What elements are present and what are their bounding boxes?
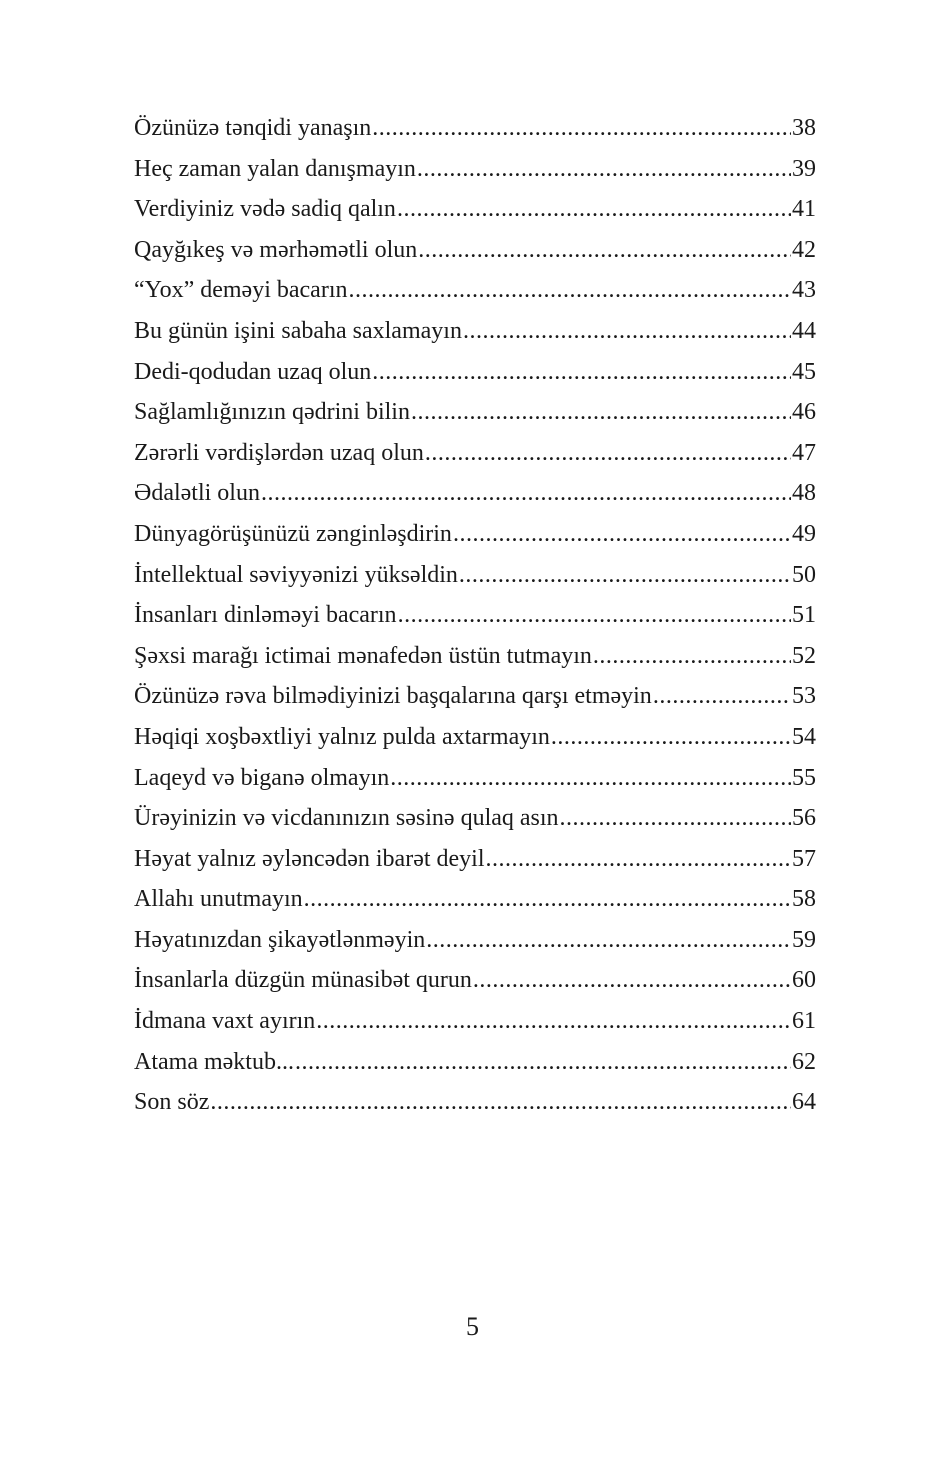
page-number: 5 bbox=[466, 1312, 479, 1341]
toc-entry[interactable] bbox=[134, 879, 816, 920]
toc-leader-dots bbox=[390, 758, 791, 799]
toc-entry-title: Həyatınızdan şikayətlənməyin bbox=[134, 926, 426, 953]
toc-entry[interactable] bbox=[134, 189, 816, 230]
toc-entry-page: 42 bbox=[792, 236, 816, 263]
toc-entry-title: Allahı unutmayın bbox=[134, 886, 303, 913]
toc-leader-dots bbox=[486, 839, 792, 880]
toc-leader-dots bbox=[459, 555, 791, 596]
toc-entry[interactable] bbox=[134, 839, 816, 880]
toc-entry-title: Özünüzə tənqidi yanaşın bbox=[134, 115, 372, 141]
toc-entry-title: İntellektual səviyyənizi yüksəldin bbox=[134, 561, 458, 588]
toc-entry[interactable] bbox=[134, 920, 816, 961]
toc-entry[interactable] bbox=[134, 758, 816, 799]
toc-entry-page: 46 bbox=[792, 399, 816, 426]
toc-leader-dots bbox=[551, 717, 791, 758]
toc-leader-dots bbox=[473, 960, 791, 1001]
toc-entry[interactable] bbox=[134, 473, 816, 514]
toc-entry-title: Bu günün işini sabaha saxlamayın bbox=[134, 317, 462, 344]
toc-entry-page: 52 bbox=[792, 642, 816, 669]
toc-entry-title: Verdiyiniz vədə sadiq qalın bbox=[134, 196, 396, 223]
toc-entry-page: 48 bbox=[792, 480, 816, 507]
toc-entry-title: Qayğıkeş və mərhəmətli olun bbox=[134, 236, 418, 263]
toc-entry[interactable] bbox=[134, 230, 816, 271]
toc-leader-dots bbox=[560, 798, 791, 839]
toc-entry-page: 50 bbox=[792, 561, 816, 588]
toc-entry-page: 47 bbox=[792, 439, 816, 466]
toc-entry-title: Laqeyd və biganə olmayın bbox=[134, 764, 390, 791]
toc-entry[interactable] bbox=[134, 595, 816, 636]
toc-entry[interactable] bbox=[134, 717, 816, 758]
toc-entry-title: Heç zaman yalan danışmayın bbox=[134, 155, 416, 182]
toc-entry-title: İnsanları dinləməyi bacarın bbox=[134, 602, 397, 629]
toc-entry-title: Atama məktub... bbox=[134, 1048, 294, 1075]
toc-entry-page: 51 bbox=[792, 602, 816, 629]
toc-leader-dots bbox=[304, 879, 791, 920]
toc-entry-title: Zərərli vərdişlərdən uzaq olun bbox=[134, 439, 424, 466]
toc-leader-dots bbox=[418, 230, 791, 271]
toc-entry[interactable] bbox=[134, 1001, 816, 1042]
toc-entry-title: Dedi-qodudan uzaq olun bbox=[134, 358, 372, 385]
toc-leader-dots bbox=[426, 920, 791, 961]
toc-entry[interactable] bbox=[134, 1042, 816, 1083]
toc-entry[interactable] bbox=[134, 555, 816, 596]
toc-entry-title: Dünyagörüşünüzü zənginləşdirin bbox=[134, 520, 452, 547]
toc-entry-page: 59 bbox=[792, 926, 816, 953]
toc-entry[interactable] bbox=[134, 270, 816, 311]
toc-entry-title: Həqiqi xoşbəxtliyi yalnız pulda axtarmayın bbox=[134, 723, 550, 750]
toc-entry[interactable] bbox=[134, 798, 816, 839]
toc-leader-dots bbox=[372, 352, 791, 393]
toc-entry-title: Son söz bbox=[134, 1089, 210, 1116]
toc-leader-dots bbox=[425, 433, 791, 474]
toc-entry-page: 45 bbox=[792, 358, 816, 385]
toc-entry-page: 41 bbox=[792, 196, 816, 223]
toc-entry-title: “Yox” deməyi bacarın bbox=[134, 277, 348, 304]
toc-entry-title: İnsanlarla düzgün münasibət qurun bbox=[134, 967, 472, 994]
toc-entry-page: 64 bbox=[792, 1089, 816, 1116]
toc-leader-dots bbox=[349, 270, 792, 311]
toc-entry-title: Şəxsi marağı ictimai mənafedən üstün tutmayın bbox=[134, 642, 592, 669]
toc-entry[interactable] bbox=[134, 514, 816, 555]
toc-entry-page: 56 bbox=[792, 805, 816, 832]
toc-leader-dots bbox=[453, 514, 791, 555]
toc-entry-page: 58 bbox=[792, 886, 816, 913]
toc-entry-title: Həyat yalnız əyləncədən ibarət deyil bbox=[134, 845, 485, 872]
toc-entry[interactable] bbox=[134, 108, 816, 149]
toc-entry[interactable] bbox=[134, 433, 816, 474]
toc-entry-title: Ədalətli olun bbox=[134, 480, 260, 507]
toc-entry-page: 49 bbox=[792, 520, 816, 547]
table-of-contents bbox=[134, 108, 816, 1123]
toc-leader-dots bbox=[316, 1001, 791, 1042]
toc-entry[interactable] bbox=[134, 311, 816, 352]
toc-entry[interactable] bbox=[134, 1082, 816, 1123]
toc-entry-page: 62 bbox=[792, 1048, 816, 1075]
toc-entry-page: 61 bbox=[792, 1008, 816, 1035]
toc-entry-page: 57 bbox=[792, 845, 816, 872]
toc-entry-page: 60 bbox=[792, 967, 816, 994]
toc-entry[interactable] bbox=[134, 392, 816, 433]
toc-entry-page: 54 bbox=[792, 723, 816, 750]
toc-entry[interactable] bbox=[134, 149, 816, 190]
toc-leader-dots bbox=[411, 392, 791, 433]
toc-leader-dots bbox=[463, 311, 791, 352]
toc-entry-title: Sağlamlığınızın qədrini bilin bbox=[134, 399, 410, 426]
toc-entry-page: 55 bbox=[792, 764, 816, 791]
toc-entry-page: 38 bbox=[792, 115, 816, 141]
toc-entry-title: Özünüzə rəva bilmədiyinizi başqalarına qarşı etməyin bbox=[134, 683, 652, 710]
toc-leader-dots bbox=[653, 676, 791, 717]
toc-entry-title: Ürəyinizin və vicdanınızın səsinə qulaq asın bbox=[134, 805, 559, 832]
toc-leader-dots bbox=[372, 108, 791, 149]
toc-entry[interactable] bbox=[134, 352, 816, 393]
toc-entry-page: 39 bbox=[792, 155, 816, 182]
toc-leader-dots bbox=[593, 636, 791, 677]
toc-entry-page: 53 bbox=[792, 683, 816, 710]
toc-leader-dots bbox=[261, 473, 791, 514]
toc-leader-dots bbox=[210, 1082, 791, 1123]
toc-entry-page: 44 bbox=[792, 317, 816, 344]
toc-entry-page: 43 bbox=[792, 277, 816, 304]
toc-entry[interactable] bbox=[134, 636, 816, 677]
toc-leader-dots bbox=[397, 189, 791, 230]
toc-leader-dots bbox=[417, 149, 791, 190]
toc-leader-dots bbox=[295, 1042, 791, 1083]
toc-entry[interactable] bbox=[134, 676, 816, 717]
toc-leader-dots bbox=[398, 595, 791, 636]
toc-entry-title: İdmana vaxt ayırın bbox=[134, 1008, 316, 1035]
toc-entry[interactable] bbox=[134, 960, 816, 1001]
